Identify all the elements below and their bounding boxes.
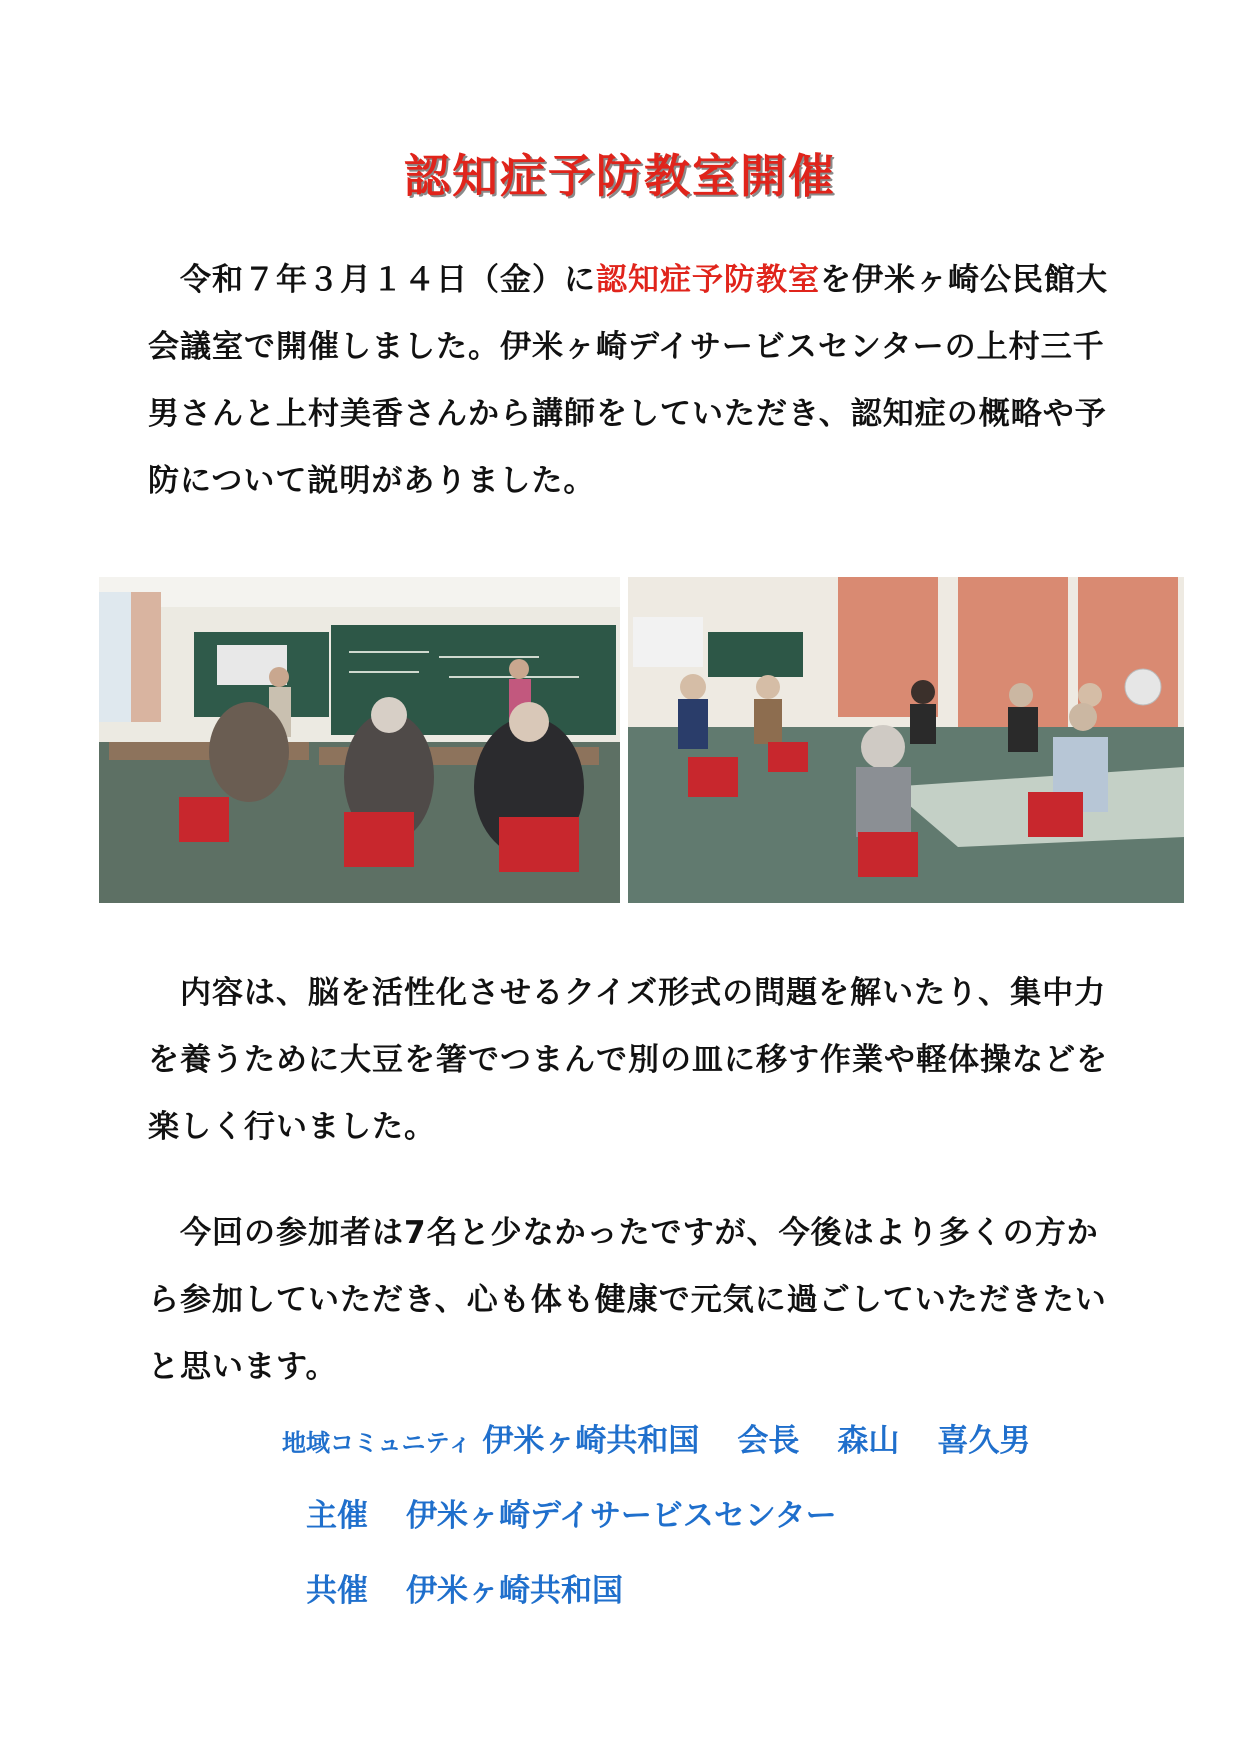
co-organizer-label: 共催 — [306, 1573, 368, 1609]
organizer-line — [306, 1490, 837, 1535]
signature-given-name: 喜久男 — [937, 1423, 1031, 1459]
intro-paragraph — [148, 247, 1128, 515]
intro-text-before: 令和７年３月１４日（金）に — [180, 262, 596, 298]
closing-paragraph — [148, 1200, 1128, 1401]
closing-text: 今回の参加者は7名と少なかったですが、今後はより多くの方から参加していただき、心も体も健康で元気に過ごしていただきたいと思います。 — [148, 1215, 1107, 1385]
content-text: 内容は、脳を活性化させるクイズ形式の問題を解いたり、集中力を養うために大豆を箸でつまんで別の皿に移す作業や軽体操などを楽しく行いました。 — [148, 975, 1108, 1145]
signature-role: 会長 — [737, 1423, 800, 1459]
signature-line — [282, 1415, 1030, 1460]
intro-text-after: を伊米ヶ崎公民館大会議室で開催しました。伊米ヶ崎デイサービスセンターの上村三千男さんと上村美香さんから講師をしていただき、認知症の概略や予防について説明がありました。 — [148, 262, 1108, 499]
org-type: 地域コミュニティ — [282, 1429, 472, 1457]
signature-surname: 森山 — [837, 1423, 900, 1459]
organizer-name: 伊米ヶ崎デイサービスセンター — [406, 1498, 837, 1534]
photo-exercise-circle — [628, 577, 1184, 903]
photo-lecture-room — [99, 577, 620, 903]
co-organizer-line — [306, 1565, 623, 1610]
content-paragraph — [148, 960, 1128, 1161]
org-name: 伊米ヶ崎共和国 — [482, 1423, 700, 1459]
page-title: 認知症予防教室開催 — [404, 149, 836, 203]
event-name-highlight: 認知症予防教室 — [596, 262, 820, 298]
co-organizer-name: 伊米ヶ崎共和国 — [406, 1573, 623, 1609]
organizer-label: 主催 — [306, 1498, 368, 1534]
